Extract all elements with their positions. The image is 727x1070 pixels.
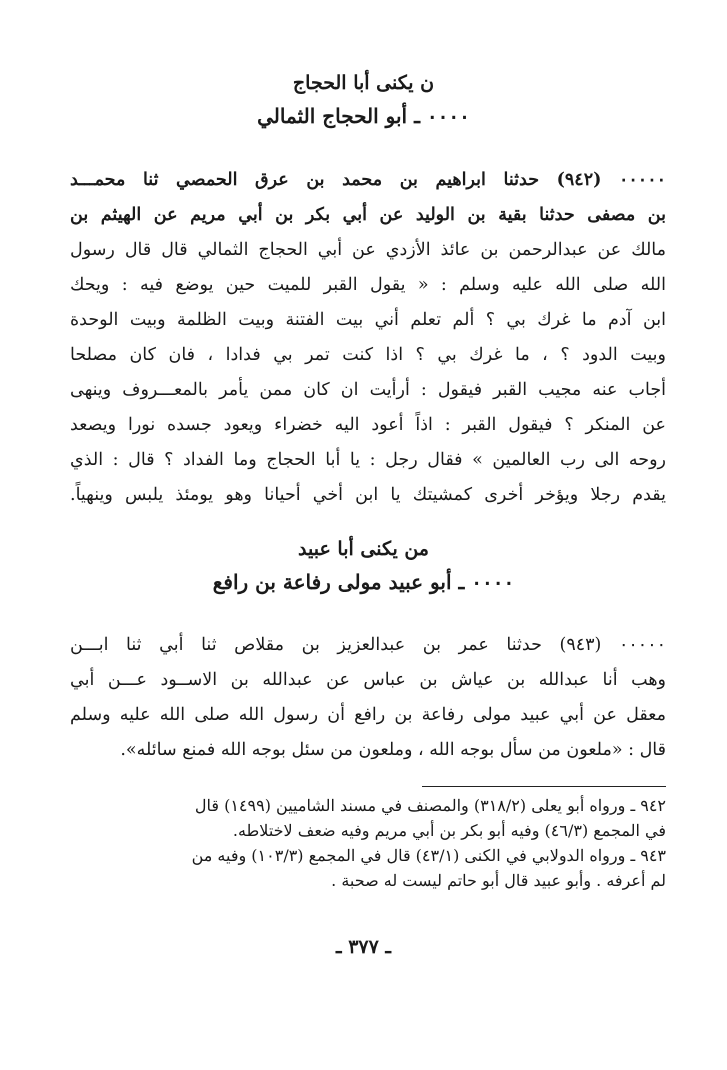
hadith-line: معقل عن أبي عبيد مولى رفاعة بن رافع أن رسول الله صلى الله عليه وسلم [70,705,666,725]
footnote-line: لم أعرفه . وأبو عبيد قال أبو حاتم ليست له صحبة . [331,871,666,890]
hadith-line: وهب أنا عبدالله بن عياش بن عباس عن عبدالله بن الاســود عـــن أبي [70,670,666,690]
person-title-abu-ubayd: ٠٠٠٠ ـ أبو عبيد مولى رفاعة بن رافع [212,570,515,594]
hadith-line: ابن آدم ما غرك بي ؟ ألم تعلم أني بيت الفتنة وبيت الظلمة وبيت الوحدة [70,310,666,330]
hadith-line: قال : «ملعون من سأل بوجه الله ، وملعون من سئل بوجه الله فمنع سائله». [120,740,666,760]
hadith-line: ٠٠٠٠٠ (٩٤٢) حدثنا ابراهيم بن محمد بن عرق الحمصي ثنا محمـــد [70,170,666,190]
footnote-divider [422,786,666,787]
footnote-line: ٩٤٢ ـ ورواه أبو يعلى (٣١٨/٢) والمصنف في مسند الشاميين (١٤٩٩) قال [194,796,666,815]
section-title-abu-ubayd: من يكنى أبا عبيد [298,538,429,560]
hadith-line: يقدم رجلا ويؤخر أخرى كمشيتك يا ابن أخي أحيانا وهو يومئذ يلبس وينهياً. [70,485,666,505]
hadith-line: بن مصفى حدثنا بقية بن الوليد عن أبي بكر بن أبي مريم عن الهيثم بن [70,205,666,225]
section-title-abu-al-hajjaj: ن يكنى أبا الحجاج [292,72,435,94]
person-title-abu-al-hajjaj: ٠٠٠٠ ـ أبو الحجاج الثمالي [257,104,470,128]
hadith-line: ٠٠٠٠٠ (٩٤٣) حدثنا عمر بن عبدالعزيز بن مقلاص ثنا أبي ثنا ابـــن [70,635,666,655]
page-number: ـ ٣٧٧ ـ [336,936,391,958]
hadith-line: أجاب عنه مجيب القبر فيقول : أرأيت ان كان ممن يأمر بالمعـــروف وينهى [70,380,666,400]
hadith-line: وبيت الدود ؟ ، ما غرك بي ؟ اذا كنت تمر بي فدادا ، فان كان مصلحا [70,345,666,365]
footnote-line: ٩٤٣ ـ ورواه الدولابي في الكنى (٤٣/١) قال في المجمع (١٠٣/٣) وفيه من [191,846,666,865]
hadith-line: مالك عن عبدالرحمن بن عائذ الأزدي عن أبي الحجاج الثمالي قال قال رسول [70,240,666,260]
hadith-line: روحه الى رب العالمين » فقال رجل : يا أبا الحجاج وما الفداد ؟ قال : الذي [70,450,666,470]
hadith-line: عن المنكر ؟ فيقول القبر : اذاً أعود اليه خضراء ويعود جسده نورا ويصعد [70,415,666,435]
footnote-line: في المجمع (٤٦/٣) وفيه أبو بكر بن أبي مريم وفيه ضعف لاختلاطه. [232,821,666,840]
hadith-line: الله صلى الله عليه وسلم : « يقول القبر للميت حين يوضع فيه : ويحك [70,275,666,295]
